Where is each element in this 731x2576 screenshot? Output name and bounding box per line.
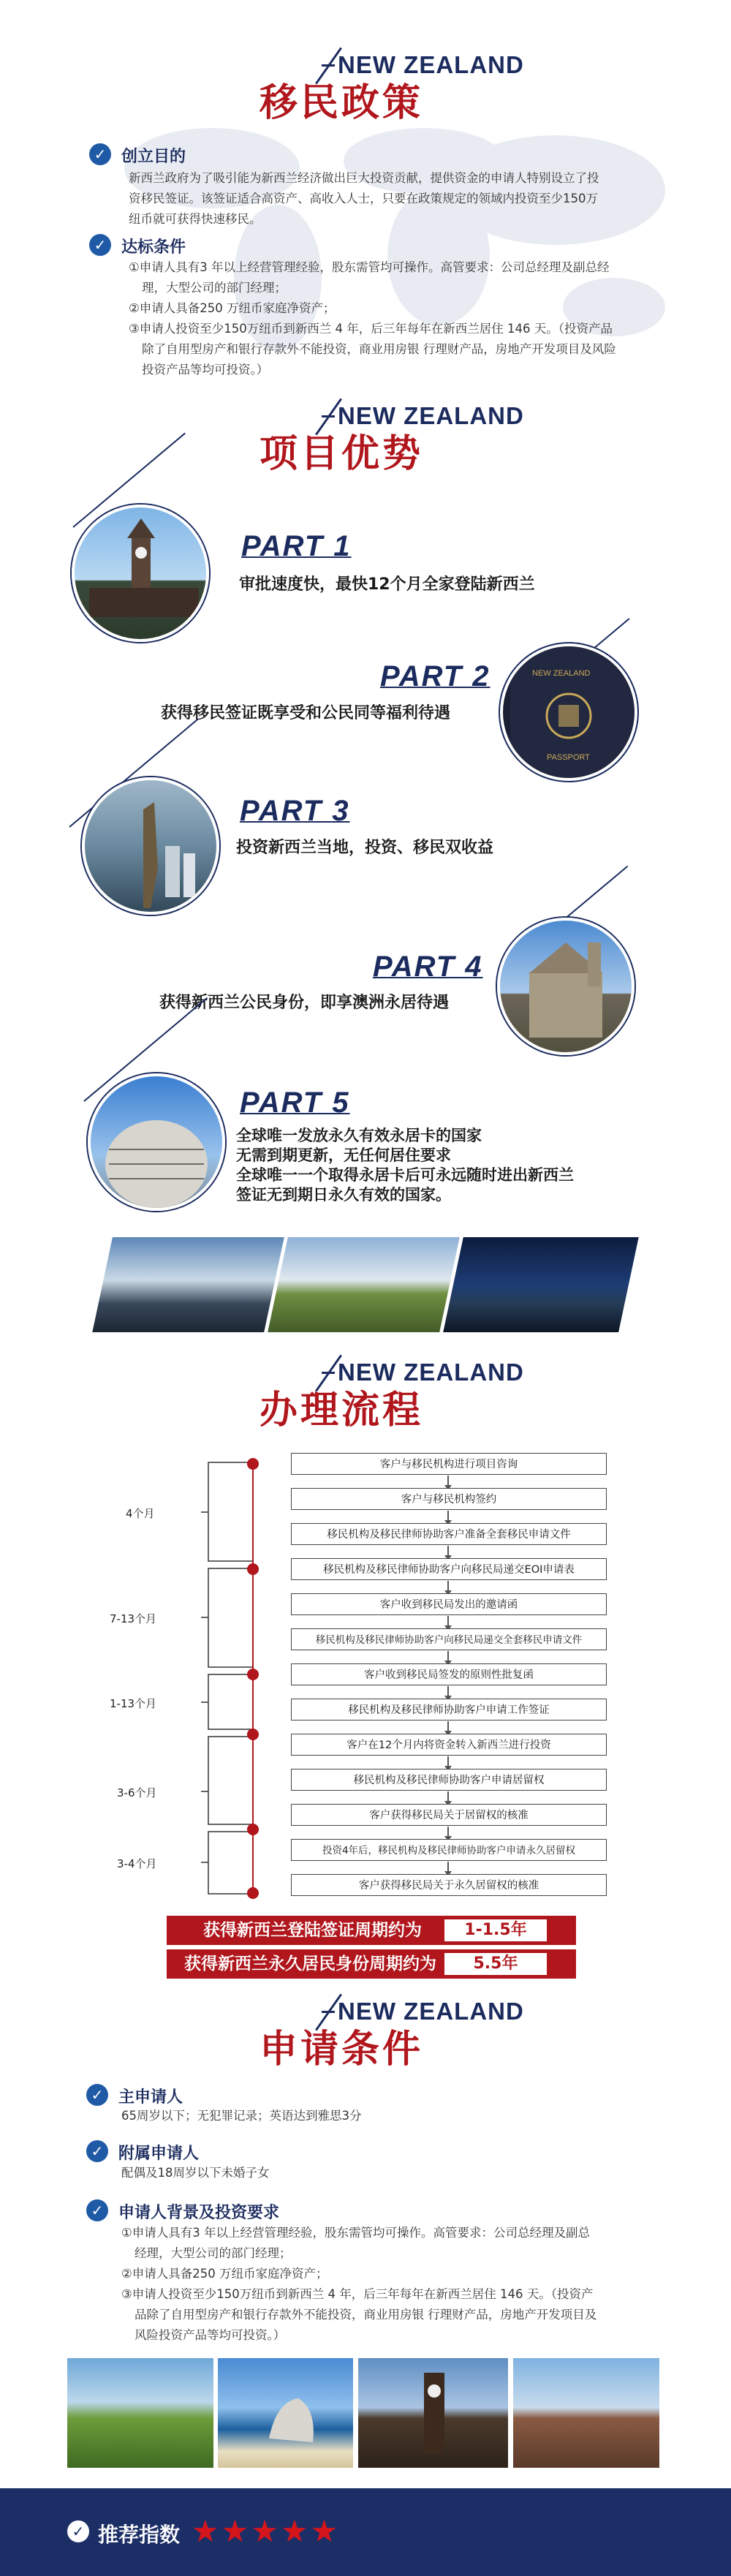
flow-step: 移民机构及移民律师协助客户准备全套移民申请文件 [291,1523,607,1545]
check-icon: ✓ [86,2199,108,2221]
cycle-banner-value: 1-1.5年 [444,1919,547,1941]
period-label: 3-6个月 [117,1786,157,1799]
beehive-building-photo [88,1073,225,1211]
part-description: 投资新西兰当地，投资、移民双收益 [236,839,494,857]
cycle-banner-label: 获得新西兰登陆签证周期约为 [203,1921,422,1940]
flow-step: 移民机构及移民律师协助客户向移民局递交EOI申请表 [291,1558,607,1580]
item-text: 新西兰政府为了吸引能为新西兰经济做出巨大投资贡献，提供资金的申请人特别设立了投 资移民签证。该签证适合高资产、高收入人士，只要在政策规定的领域内投资至少150万 纽币就可获得快速移民。 [129,171,599,226]
star-icon: ★ [192,2513,221,2549]
street-clock-photo [358,2358,508,2468]
village-photo [513,2358,659,2468]
flow-step: 客户收到移民局签发的原则性批复函 [291,1663,607,1685]
check-icon: ✓ [89,234,111,256]
part-description: 获得新西兰公民身份，即享澳洲永居待遇 [159,994,450,1012]
item-title: 附属申请人 [118,2145,200,2163]
beach-photo [218,2358,353,2468]
cathedral-photo [497,918,635,1055]
period-brackets [146,1455,256,1908]
flow-arrow [447,1827,449,1837]
flow-arrow [447,1686,449,1696]
part-label: PART 5 [240,1087,350,1119]
period-label: 3-4个月 [117,1857,157,1870]
item-title: 主申请人 [118,2088,183,2107]
timeline-dot [247,1458,259,1470]
item-text: ①申请人具有3 年以上经营管理经验，股东需管均可操作。高管要求：公司总经理及副总经 理，大型公司的部门经理； ②申请人具备250 万纽币家庭净资产； ③申请人投资至少150万纽币到新西兰 4 年，后三年每年在新西兰居住 146 天。（投资产品 除了自用型房产和银行存款外不能投资，商业用房银 行理财产品，房地产开发项目及风险 投资产品等均可投资。） [129,260,616,377]
flow-arrow [447,1791,449,1802]
timeline-dot [247,1669,259,1680]
flow-step: 客户与移民机构签约 [291,1488,607,1510]
section-title: 办理流程 [260,1389,424,1432]
flow-step: 客户收到移民局发出的邀请函 [291,1593,607,1615]
part-label: PART 2 [380,660,491,692]
part-description: 审批速度快，最快12个月全家登陆新西兰 [239,575,535,594]
beehive-icon [91,1076,222,1208]
cycle-banner [167,1916,576,1945]
part-label: PART 1 [241,530,352,562]
flow-arrow [447,1721,449,1731]
section-title: 项目优势 [260,432,424,476]
flow-step: 移民机构及移民律师协助客户向移民局递交全套移民申请文件 [291,1628,607,1650]
clock-tower-icon [75,507,206,639]
flow-step: 客户与移民机构进行项目咨询 [291,1453,607,1475]
passport-icon [503,646,635,778]
flow-arrow [447,1651,449,1661]
scenery-photo-strip [92,1237,639,1332]
cycle-banner [167,1949,576,1979]
hobbiton-photo [67,2358,213,2468]
star-icon: ★ [280,2513,311,2549]
lake-town-photo [92,1237,284,1332]
item-title: 达标条件 [121,238,186,257]
cathedral-icon [500,921,632,1052]
item-title: 申请人背景及投资要求 [118,2204,280,2222]
check-icon: ✓ [89,143,111,165]
flow-step: 投资4年后，移民机构及移民律师协助客户申请永久居留权 [291,1839,607,1861]
flow-step: 移民机构及移民律师协助客户申请居留权 [291,1769,607,1791]
flow-arrow [447,1756,449,1767]
svg-text:PASSPORT: PASSPORT [547,753,590,762]
star-icon: ★ [221,2513,251,2549]
item-text: ①申请人具有3 年以上经营管理经验，股东需管均可操作。高管要求：公司总经理及副总 经理，大型公司的部门经理； ②申请人具备250 万纽币家庭净资产； ③申请人投资至少150万纽币到新西兰 4 年，后三年每年在新西兰居住 146 天。（投资产 品除了自用型房产和银行存款外不能投资，商业用房银 行理财产品，房地产开发项目及 风险投资产品等均可投资。） [121,2226,597,2342]
item-text: 65周岁以下；无犯罪记录；英语达到雅思3分 [121,2109,362,2123]
timeline-dot [247,1729,259,1740]
rock-icon [218,2358,353,2468]
period-label: 1-13个月 [110,1697,157,1710]
clock-tower-icon [358,2358,508,2468]
flow-step: 客户获得移民局关于居留权的核准 [291,1804,607,1826]
passport-photo [500,643,637,781]
star-icon: ★ [310,2513,341,2549]
timeline-dot [247,1563,259,1575]
section-title: 申请条件 [260,2028,424,2071]
flow-arrow [447,1511,449,1521]
flow-arrow [447,1616,449,1626]
check-icon: ✓ [86,2084,108,2106]
flow-step: 客户在12个月内将资金转入新西兰进行投资 [291,1734,607,1756]
check-icon: ✓ [67,2520,89,2542]
section-en-heading: NEW ZEALAND [338,51,524,78]
flow-arrow [447,1581,449,1591]
night-harbour-photo [443,1237,639,1332]
flow-arrow [447,1476,449,1486]
flow-step: 客户获得移民局关于永久居留权的核准 [291,1874,607,1896]
star-icon: ★ [251,2513,281,2549]
section-title: 移民政策 [260,81,424,125]
item-text: 配偶及18周岁以下未婚子女 [121,2166,270,2180]
statue-icon [85,780,216,912]
item-title: 创立目的 [121,148,186,166]
check-icon: ✓ [86,2140,108,2162]
city-statue-photo [82,777,219,915]
part-description: 全球唯一发放永久有效永居卡的国家 无需到期更新，无任何居住要求 全球唯一一个取得永居卡后可永远随时进出新西兰 签证无到期日永久有效的国家。 [236,1127,574,1204]
flow-step: 移民机构及移民律师协助客户申请工作签证 [291,1699,607,1721]
part-description: 获得移民签证既享受和公民同等福利待遇 [161,704,451,722]
observatory-photo [268,1237,460,1332]
part-label: PART 3 [240,795,350,827]
section-en-heading: NEW ZEALAND [338,402,524,429]
footer-bar [0,2488,731,2576]
cycle-banner-label: 获得新西兰永久居民身份周期约为 [184,1954,436,1973]
recommend-label: 推荐指数 [98,2523,181,2547]
timeline-dot [247,1887,259,1899]
flow-arrow [447,1546,449,1556]
rating-stars [192,2513,340,2549]
section-en-heading: NEW ZEALAND [338,1998,524,2025]
section-en-heading: NEW ZEALAND [338,1359,524,1386]
cycle-banner-value: 5.5年 [444,1953,547,1975]
timeline-dot [247,1824,259,1835]
flow-arrow [447,1862,449,1872]
svg-text:NEW ZEALAND: NEW ZEALAND [532,669,591,678]
period-label: 4个月 [126,1507,155,1520]
clock-tower-photo [72,505,209,642]
period-label: 7-13个月 [110,1612,157,1625]
part-label: PART 4 [373,951,483,983]
